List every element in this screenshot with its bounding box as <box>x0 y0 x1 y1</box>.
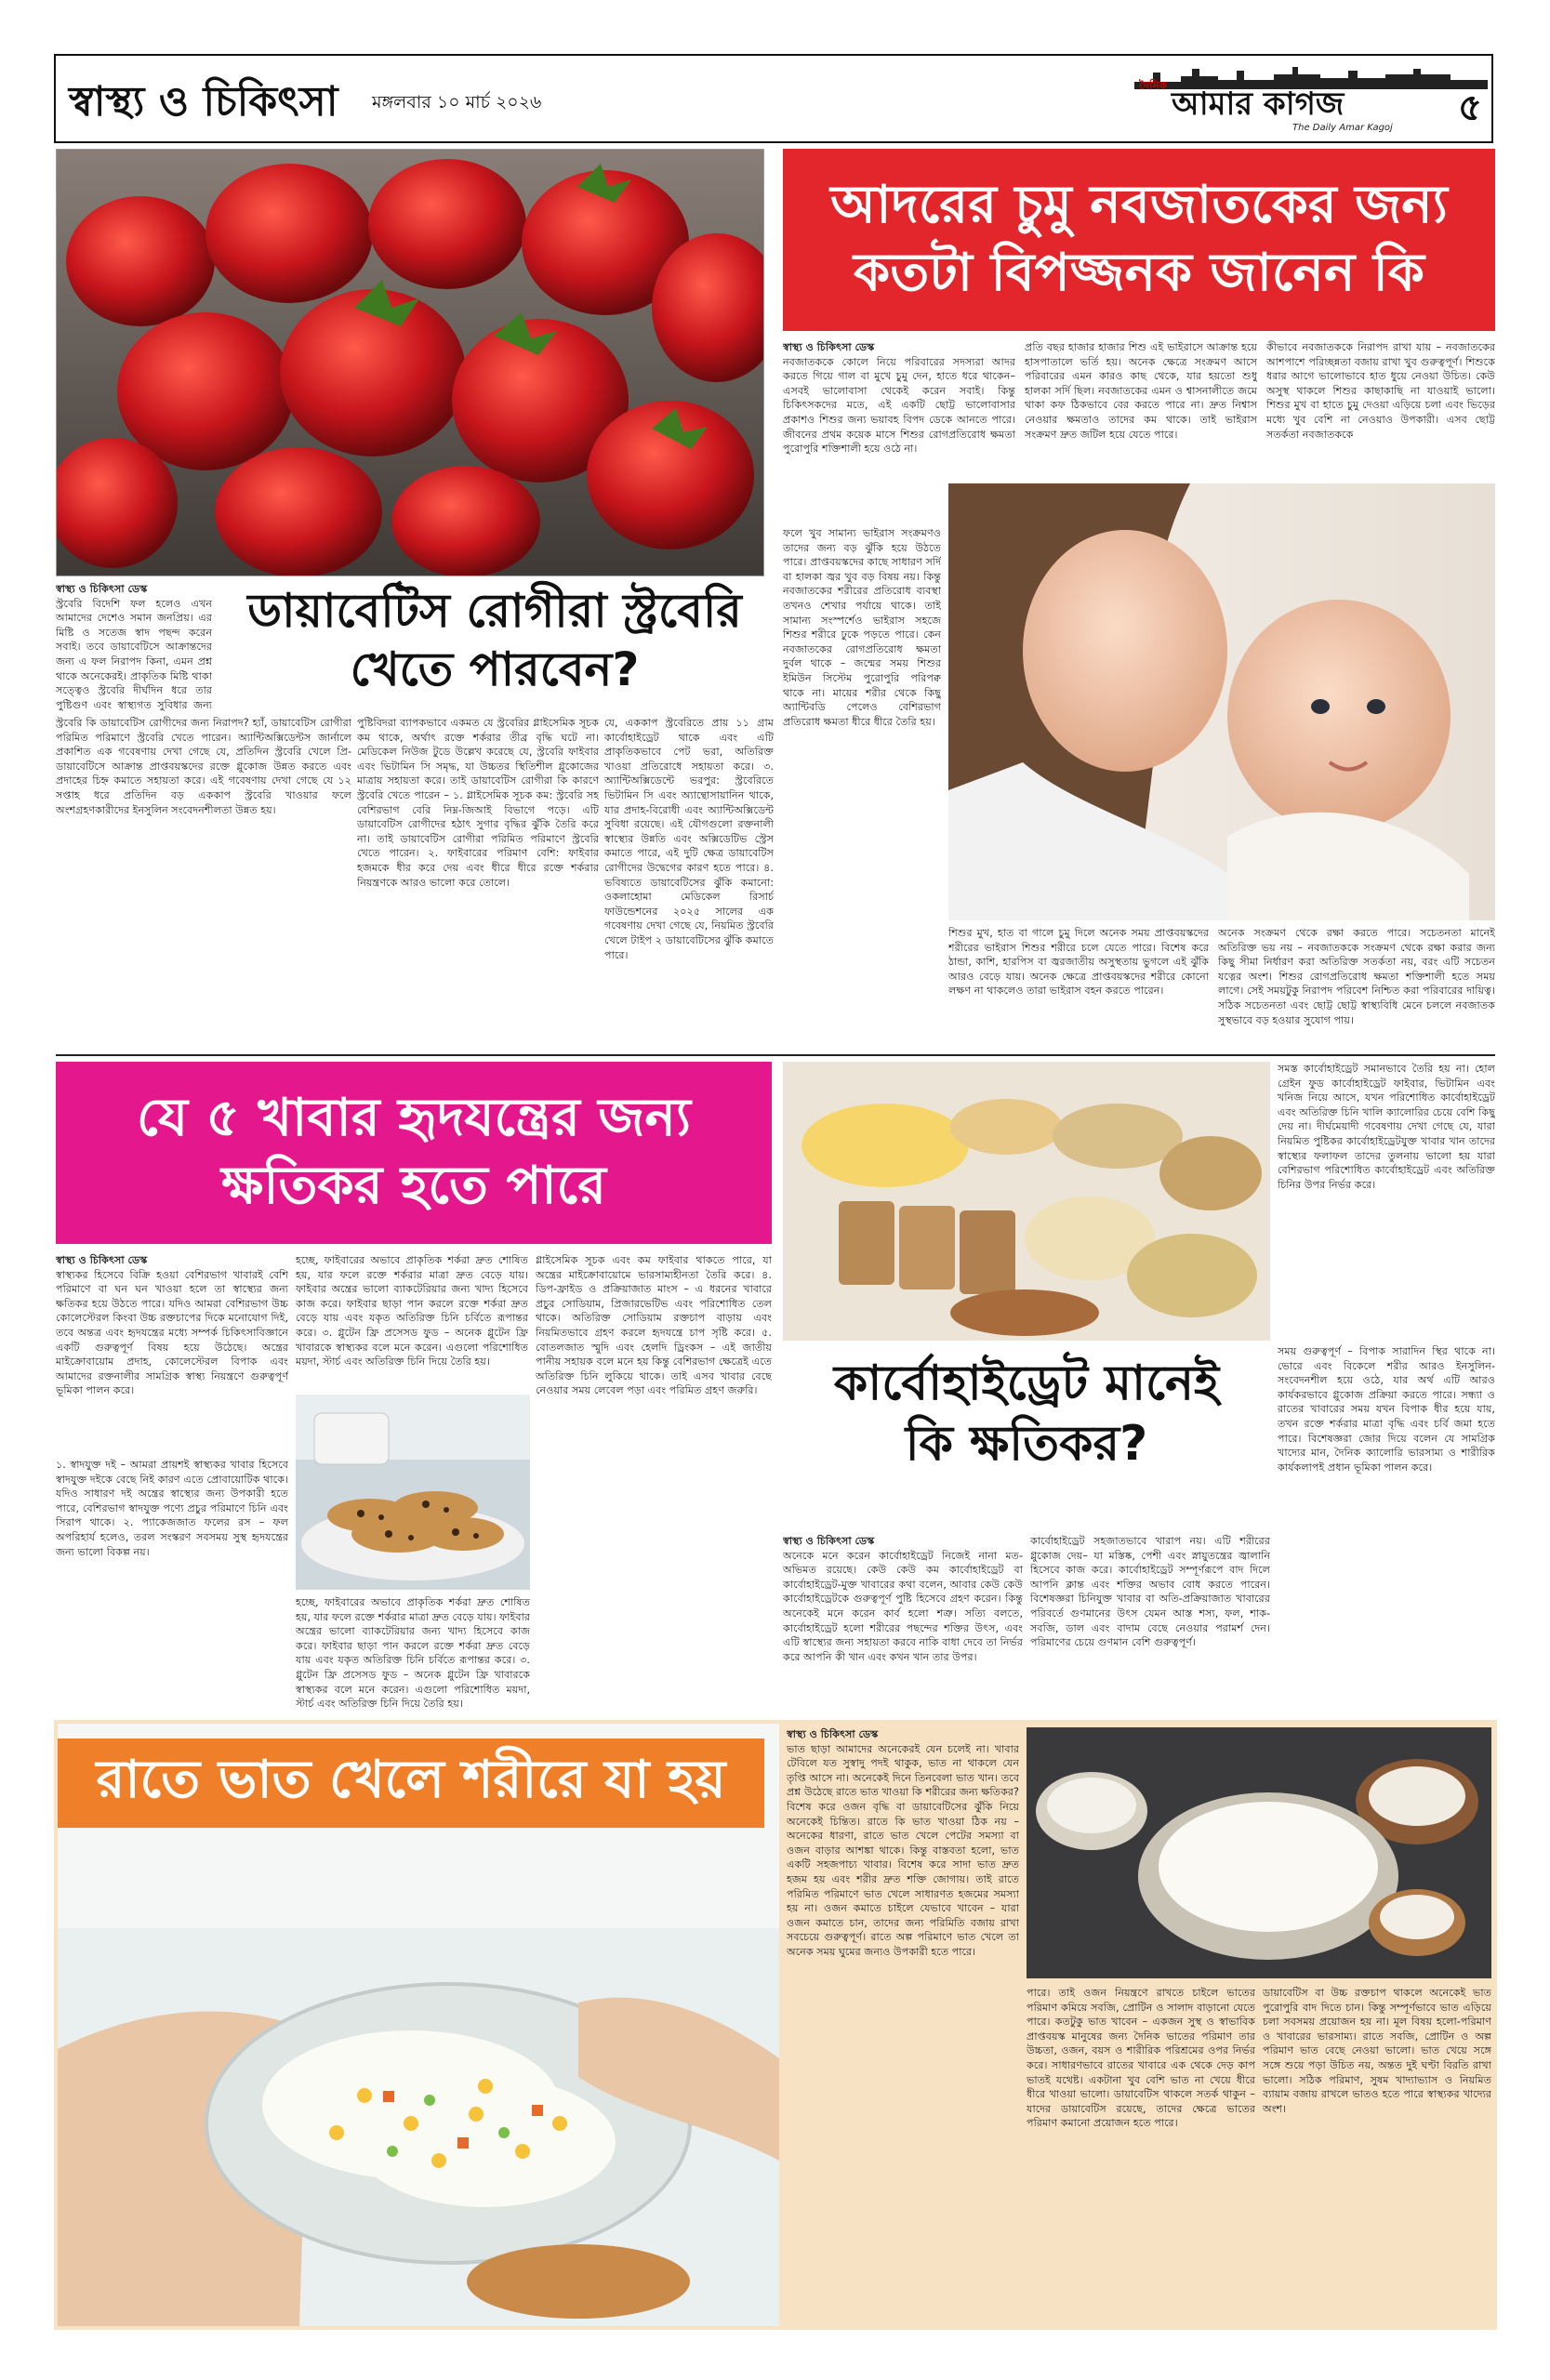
heart-col2-top <box>296 1253 528 1393</box>
rice-col3 <box>1263 1986 1491 2322</box>
carb-text-2: সময় গুরুত্বপূর্ণ – বিপাক সারাদিন স্থির থাকে না। ভোরে এবং বিকেলে শরীর আরও ইনসুলিন-সংবেদনশীল হয়ে ওঠে, যার অর্থ এটি আরও কার্যকরভাবে গ্লুকোজ প্রক্রিয়া করতে পারে। সন্ধ্যা ও রাতের খাবারের সময় যখন বিপাক ধীর হয়ে যায়, তখন রক্তে শর্করার মাত্রা বৃদ্ধি এবং চর্বি জমা হতে পারে। বিশেষজ্ঞরা জোর দিয়ে বলেন যে সামগ্রিক খাদ্যের মান, দৈনিক ক্যালোরি ভারসাম্য ও শারীরিক কার্যকলাপই প্রধান ভূমিকা পালন করে। <box>1278 1345 1495 1474</box>
baby-text-4: ফলে খুব সামান্য ভাইরাস সংক্রমণও তাদের জন্য বড় ঝুঁকি হয়ে উঠতে পারে। প্রাপ্তবয়স্কদের কাছে সাধারণ সর্দি বা হালকা জ্বর খুব বড় বিষয় নয়। কিন্তু নবজাতকের শরীরের প্রতিরোধ ব্যবস্থা তখনও শেখার পর্যায়ে থাকে। তাই সামান্য সংস্পর্শেও ভাইরাস সহজে শিশুর শরীরে ঢুকে পড়তে পারে। কেন নবজাতকের রোগপ্রতিরোধ ক্ষমতা দুর্বল থাকে – জন্মের সময় শিশুর ইমিউন সিস্টেম পুরোপুরি পরিপক্ব থাকে না। মায়ের শরীর থেকে কিছু অ্যান্টিবডি পেলেও বেশিরভাগ প্রতিরোধ ক্ষমতা ধীরে ধীরে তৈরি হয়। <box>783 527 941 728</box>
carb-desk: স্বাস্থ্য ও চিকিৎসা ডেস্ক <box>783 1535 875 1547</box>
strawberry-col1-bottom <box>56 716 351 1049</box>
carb-text-3: অনেকে মনে করেন কার্বোহাইড্রেট নিজেই নানা মত-অভিমত রয়েছে। কেউ কেউ কম কার্বোহাইড্রেট বা কার্বোহাইড্রেট-মুক্ত খাবারের কথা বলেন, আবার কেউ কেউ কার্বোহাইড্রেটকে গুরুত্বপূর্ণ পুষ্টি হিসেবে গ্রহণ করেন। কিন্তু অনেকেই মনে করেন কার্ব হলো শত্রু। সত্যি বলতে, কার্বোহাইড্রেট হলো শরীরের পছন্দের শক্তির উৎস, এবং এটি স্বাস্থ্যের জন্য সহায়তা করবে নাকি বাধা দেবে তা নির্ভর করে আপনি কী খান এবং কখন খান তার উপর। <box>783 1549 1023 1663</box>
strawberry-text-2: স্ট্রবেরি কি ডায়াবেটিস রোগীদের জন্য নিরাপদ? হ্যাঁ, ডায়াবেটিস রোগীরা পরিমিত পরিমাণে স্ট্রবেরি খেতে পারেন। অ্যান্টিঅক্সিডেন্টস জার্নালে প্রকাশিত এক গবেষণায় দেখা গেছে যে, প্রতিদিন স্ট্রবেরি খেলে প্রি-ডায়াবেটিসে আক্রান্ত প্রাপ্তবয়স্কদের রক্তে গ্লুকোজ উন্নত করতে এবং প্রদাহের চিহ্ন কমাতে সহায়তা করে। এই গবেষণায় দেখা গেছে যে ১২ সপ্তাহ ধরে প্রতিদিন বড় এককাপ স্ট্রবেরি খাওয়ার ফলে অংশগ্রহণকারীদের ইনসুলিন সংবেদনশীলতা উন্নত হয়। <box>56 717 351 816</box>
heart-col2-bottom <box>296 1595 530 1714</box>
heart-headline-banner <box>56 1062 772 1244</box>
heart-col1-top <box>56 1253 288 1456</box>
section-divider <box>56 1054 1495 1056</box>
carb-headline <box>783 1348 1270 1525</box>
rice-headline: রাতে ভাত খেলে শরীরে যা হয় <box>96 1750 726 1810</box>
heart-headline-line1: যে ৫ খাবার হৃদযন্ত্রের জন্য <box>136 1088 692 1149</box>
rice-desk: স্বাস্থ্য ও চিকিৎসা ডেস্ক <box>787 1728 879 1740</box>
rice-bowl-photo <box>1027 1727 1491 1978</box>
carb-col-right-top <box>1278 1062 1495 1337</box>
baby-text-2: প্রতি বছর হাজার হাজার শিশু এই ভাইরাসে আক্রান্ত হয়ে হাসপাতালে ভর্তি হয়। অনেক ক্ষেত্রে সংক্রমণ আসে পরিবারের এমন কারও কাছ থেকে, যার হয়তো শুধু হালকা সর্দি ছিল। নবজাতকের এমন ও শ্বাসনালীতে জমে থাকা কফ ঠিকভাবে বের করতে পারে না। দ্রুত নিশ্বাস নেওয়ার ক্ষমতাও তাদের কম থাকে। তাই ভাইরাস সংক্রমণ দ্রুত জটিল হয়ে যেতে পারে। <box>1025 341 1257 441</box>
baby-headline-banner <box>783 149 1495 331</box>
carb-col-right-bottom <box>1278 1344 1495 1714</box>
strawberry-text-3: পুষ্টিবিদরা ব্যাপকভাবে একমত যে স্ট্রবেরির গ্লাইসেমিক সূচক কম থাকে, অর্থাৎ রক্তে শর্করার তীব্র বৃদ্ধি ঘটে না। মেডিকেল নিউজ টুডে উল্লেখ করেছে যে, স্ট্রবেরি ফাইবার এবং ভিটামিন সি সমৃদ্ধ, যা উচ্চতর স্থিতিশীল গ্লুকোজের মাত্রায় সহায়তা করে। তাই ডায়াবেটিস রোগীরা কি কারণে স্ট্রবেরি খেতে পারেন – ১. গ্লাইসেমিক সূচক কম: স্ট্রবেরি সহ বেশিরভাগ বেরি নিম্ন-জিআই বিভাগে পড়ে। এটি ডায়াবেটিস রোগীদের হঠাৎ সুগার বৃদ্ধির ঝুঁকি তৈরি করে না। তাই ডায়াবেটিস রোগীরা পরিমিত পরিমাণে স্ট্রবেরি খেতে পারেন। ২. ফাইবারের পরিমাণ বেশি: ফাইবার হজমকে ধীর করে দেয় এবং ধীরে ধীরে রক্তে শর্করার নিয়ন্ত্রণকে আরও ভালো করে তোলে। <box>357 717 599 889</box>
issue-date: মঙ্গলবার ১০ মার্চ ২০২৬ <box>372 92 542 112</box>
heart-text-3: গ্লাইসেমিক সূচক এবং কম ফাইবার থাকতে পারে, যা অন্ত্রের মাইক্রোবায়োমে ভারসাম্যহীনতা তৈরি করে। ৪. ডিপ-ফ্রাইড ও প্রক্রিয়াজাত মাংস – এ ধরনের খাবারে প্রচুর সোডিয়াম, প্রিজারভেটিভ এবং পরিশোধিত তেল থাকে। অতিরিক্ত সোডিয়াম রক্তচাপ বাড়ায় এবং নিয়মিতভাবে গ্রহণ করলে হৃদযন্ত্রে চাপ সৃষ্টি করে। ৫. বোতলজাত স্মুদি এবং হেলদি ড্রিংকস – এই জাতীয় পানীয় সহায়ক বলে মনে হয় কিন্তু বেশিরভাগ ক্ষেত্রেই এতে অতিরিক্ত চিনি লুকিয়ে থাকে। তাই এসব খাবার বেছে নেওয়ার সময় লেবেল পড়া এবং পরিমিত গ্রহণ জরুরি। <box>536 1254 772 1397</box>
baby-headline-line2: কতটা বিপজ্জনক জানেন কি <box>854 243 1424 303</box>
carb-text-4: কার্বোহাইড্রেট সহজাতভাবে খারাপ নয়। এটি শরীরের গ্লুকোজ দেয়– যা মস্তিষ্ক, পেশী এবং স্নায়ুতন্ত্রের জ্বালানি হিসেবে কাজ করে। কার্বোহাইড্রেট সম্পূর্ণরূপে বাদ দিলে আপনি ক্লান্ত এবং শক্তির অভাব বোধ করতে পারেন। বিশেষজ্ঞরা চিনিযুক্ত খাবার বা অতি-প্রক্রিয়াজাত খাবারের পরিবর্তে গুণমানের উৎস যেমন আস্ত শস্য, ফল, শাক-সবজি, ডাল এবং বাদাম বেছে নেওয়ার পরামর্শ দেন। পরিমাণের চেয়ে গুণমান বেশি গুরুত্বপূর্ণ। <box>1030 1535 1270 1649</box>
carb-headline-line1: কার্বোহাইড্রেট মানেই <box>833 1355 1220 1411</box>
masthead <box>54 54 1493 143</box>
paper-logo-english: The Daily Amar Kagoj <box>1292 123 1393 133</box>
paper-tag: দৈনিক <box>1139 79 1168 92</box>
baby-photo <box>948 483 1495 920</box>
baby-body-col2-mid <box>783 526 941 917</box>
strawberry-col1-top <box>56 582 212 712</box>
heart-text-5: হচ্ছে, ফাইবারের অভাবে প্রাকৃতিক শর্করা দ্রুত শোষিত হয়, যার ফলে রক্তে শর্করার মাত্রা দ্রুত বেড়ে যায়। ফাইবার অন্ত্রের ভালো ব্যাকটেরিয়ার জন্য খাদ্য হিসেবে কাজ করে। ফাইবার ছাড়া পান করলে রক্তে শর্করা দ্রুত বেড়ে যায় এবং যকৃত অতিরিক্ত চিনি চর্বিতে রূপান্তর করে। ৩. গ্লুটেন ফ্রি প্রসেসড ফুড – অনেক গ্লুটেন ফ্রি খাবারকে স্বাস্থ্যকর বলে মনে করেন। এগুলো পরিশোধিত ময়দা, স্টার্চ এবং অতিরিক্ত চিনি দিয়ে তৈরি হয়। <box>296 1596 530 1711</box>
heart-headline-line2: ক্ষতিকর হতে পারে <box>221 1156 606 1216</box>
strawberry-text-4: যে, এককাপ স্ট্রবেরিতে প্রায় ১১ গ্রাম কার্বোহাইড্রেট থাকে এবং এটি প্রাকৃতিকভাবে পেট ভরা, অতিরিক্ত খাওয়া প্রতিরোধে সহায়তা করে। ৩. অ্যান্টিঅক্সিডেন্টে ভরপুর: স্ট্রবেরিতে ভিটামিন সি এবং অ্যান্থোসায়ানিন থাকে, যার প্রদাহ-বিরোধী এবং অ্যান্টিঅক্সিডেন্ট সুবিধা রয়েছে। এই যৌগগুলো রক্তনালী স্বাস্থ্যের উন্নতি এবং অক্সিডেটিভ স্ট্রেস কমাতে পারে, এই দুটি ক্ষেত্র ডায়াবেটিস রোগীদের উদ্বেগের কারণ হতে পারে। ৪. ভবিষ্যতে ডায়াবেটিসের ঝুঁকি কমানো: ওকলাহোমা মেডিকেল রিসার্চ ফাউন্ডেশনের ২০২৫ সালের এক গবেষণায় দেখা গেছে যে, নিয়মিত স্ট্রবেরি খেলে টাইপ ২ ডায়াবেটিসের ঝুঁকি কমাতে পারে। <box>604 717 774 961</box>
baby-body-col3-bottom <box>1218 926 1495 1041</box>
grains-photo <box>783 1062 1270 1341</box>
rice-text-3: ডায়াবেটিস বা উচ্চ রক্তচাপ থাকলে অনেকেই ভাত পুরোপুরি বাদ দিতে চান। কিন্তু সম্পূর্ণভাবে ভাত এড়িয়ে চলা সবসময় প্রয়োজন হয় না। মূল বিষয় হলো-পরিমাণ ও খাবারের ভারসাম্য। রাতে সবজি, প্রোটিন ও অল্প পরিমাণ ভাত বেছে নেওয়া ভালো। ভাত খেয়ে সঙ্গে সঙ্গে শুয়ে পড়া উচিত নয়, অন্তত দুই ঘণ্টা বিরতি রাখা ভালো। সঠিক পরিমাণ, সুষম খাদ্যাভ্যাস ও নিয়মিত ব্যায়াম বজায় রাখলে ভাতও হতে পারে স্বাস্থ্যকর খাদ্যের অংশ। <box>1263 1987 1491 2115</box>
heart-col3 <box>536 1253 772 1714</box>
carb-headline-line2: কি ক্ষতিকর? <box>905 1416 1148 1472</box>
heart-text-4: ১. স্বাদযুক্ত দই – আমরা প্রায়শই স্বাস্থ্যকর খাবার হিসেবে স্বাদযুক্ত দইকে বেছে নিই কারণ এতে প্রোবায়োটিক থাকে। যদিও সাধারণ দই অন্ত্রের স্বাস্থ্যের জন্য উপকারী হতে পারে, বেশিরভাগ স্বাদযুক্ত পণ্যে প্রচুর পরিমাণে চিনি এবং সিরাপ থাকে। ২. প্যাকেজজাত ফলের রস – ফল অপরিহার্য হলেও, তরল সংস্করণ সবসময় সুস্থ হৃদযন্ত্রের জন্য ভালো বিকল্প নয়। <box>56 1459 288 1558</box>
cookies-photo <box>296 1395 530 1590</box>
baby-body-col3-top <box>1266 340 1495 480</box>
rice-text-2: পারে। তাই ওজন নিয়ন্ত্রণে রাখতে চাইলে ভাতের পরিমাণ কমিয়ে সবজি, প্রোটিন ও সালাদ বাড়ানো যেতে পারে। কতটুকু ভাত খাবেন – একজন সুস্থ ও স্বাভাবিক প্রাপ্তবয়স্ক মানুষের জন্য দৈনিক ভাতের পরিমাণ তার উচ্চতা, ওজন, বয়স ও শারীরিক পরিশ্রমের ওপর নির্ভর করে। সাধারণভাবে রাতের খাবারে এক থেকে দেড় কাপ ভাতই যথেষ্ট। একটানা খুব বেশি ভাত না খেয়ে ধীরে ধীরে খাওয়া ভালো। ডায়াবেটিস থাকলে সতর্ক থাকুন – যাদের ডায়াবেটিস রয়েছে, তাদের ক্ষেত্রে ভাতের পরিমাণ কমানো প্রয়োজন হতে পারে। <box>1027 1987 1255 2130</box>
rice-text-1: ভাত ছাড়া আমাদের অনেকেরই যেন চলেই না। খাবার টেবিলে যত সুস্বাদু পদই থাকুক, ভাত না থাকলে যেন তৃপ্তি আসে না। অনেকেই দিনে তিনবেলা ভাত খান। তবে প্রশ্ন উঠেছে রাতে ভাত খাওয়া কি শরীরের জন্য ক্ষতিকর? বিশেষ করে ওজন বৃদ্ধি বা ডায়াবেটিসের ঝুঁকি নিয়ে অনেকেই চিন্তিত। রাতে কি ভাত খাওয়া ঠিক নয় – অনেকের ধারণা, রাতে ভাত খেলে পেটের সমস্যা বা ওজন বাড়ার আশঙ্কা থাকে। কিন্তু বাস্তবতা হলো, ভাত একটি সহজপাচ্য খাবার। বিশেষ করে সাদা ভাত দ্রুত হজম হয় এবং শরীর দ্রুত শক্তি জোগায়। তাই রাতে পরিমিত পরিমাণে ভাত খেলে সাধারণত হজমের সমস্যা হয় না। ওজন কমাতে চাইলে যেভাবে খাবেন – যারা ওজন কমাতে চান, তাদের জন্য পরিমিতি বজায় রাখা সবচেয়ে গুরুত্বপূর্ণ। রাতে অল্প পরিমাণে ভাত খেলে তা অনেক সময় ঘুমের জন্যও উপকারী হতে পারে। <box>787 1742 1019 1958</box>
strawberry-headline-line1: ডায়াবেটিস রোগীরা স্ট্রবেরি <box>247 584 742 638</box>
strawberry-headline <box>216 582 774 712</box>
baby-headline-line1: আদরের চুমু নবজাতকের জন্য <box>830 175 1448 236</box>
heart-desk: স্বাস্থ্য ও চিকিৎসা ডেস্ক <box>56 1254 148 1266</box>
strawberry-desk: স্বাস্থ্য ও চিকিৎসা ডেস্ক <box>56 583 148 595</box>
strawberry-col3 <box>604 716 774 1049</box>
heart-text-1: স্বাস্থ্যকর হিসেবে বিক্রি হওয়া বেশিরভাগ খাবারই বেশি পরিমাণে বা ঘন ঘন খাওয়া হলে তা স্বাস্থ্যের জন্য ক্ষতিকর হয়ে উঠতে পারে। যদিও আমরা বেশিরভাগ উচ্চ কোলেস্টেরল কিংবা উচ্চ রক্তচাপের দিকে মনোযোগ দিই, তবে অন্তত্র এবং হৃদযন্ত্রের মধ্যে সম্পর্ক চিকিৎসাবিজ্ঞানে একটি গুরুত্বপূর্ণ বিষয় হয়ে উঠেছে। অন্ত্রের মাইক্রোবায়োম প্রদাহ, কোলেস্টেরল বিপাক এবং আমাদের রক্তনালীর সামগ্রিক স্বাস্থ্য নিয়ন্ত্রণে গুরুত্বপূর্ণ ভূমিকা পালন করে। <box>56 1268 288 1397</box>
strawberry-headline-line2: খেতে পারবেন? <box>350 641 640 696</box>
page-number: ৫ <box>1458 86 1482 129</box>
baby-desk: স্বাস্থ্য ও চিকিৎসা ডেস্ক <box>783 341 875 353</box>
rice-col1 <box>787 1727 1019 2322</box>
baby-text-1: নবজাতককে কোলে নিয়ে পরিবারের সদস্যরা আদর করতে গিয়ে গাল বা মুখে চুমু দেন, হাতে ধরে থাকেন– এসবই ভালোবাসা থেকেই করেন সবাই। কিন্তু চিকিৎসকদের মতে, এই একটি ছোট্ট ভালোবাসার প্রকাশও শিশুর জন্য ভয়াবহ বিপদ ডেকে আনতে পারে। জীবনের প্রথম কয়েক মাসে শিশুর রোগপ্রতিরোধ ক্ষমতা পুরোপুরি শক্তিশালী হয়ে ওঠে না। <box>783 355 1015 456</box>
heart-col1-bottom <box>56 1458 288 1714</box>
strawberry-photo <box>56 149 764 576</box>
rice-col2 <box>1027 1986 1255 2322</box>
baby-body-col1-bottom <box>948 926 1209 1041</box>
carb-col2 <box>1030 1534 1270 1714</box>
baby-text-6: অনেক সংক্রমণ থেকে রক্ষা করতে পারে। সচেতনতা মানেই অতিরিক্ত ভয় নয় – নবজাতককে সংক্রমণ থেকে রক্ষা করার জন্য কিছু সীমা নির্ধারণ করা অতিরিক্ত সতর্কতা নয়, বরং এটি সচেতন যত্নের অংশ। শিশুর রোগপ্রতিরোধ ক্ষমতা শক্তিশালী হতে সময় লাগে। সেই সময়টুকু নিরাপদ পরিবেশ নিশ্চিত করা পরিবারের দায়িত্ব। সঠিক সচেতনতা এবং ছোট্ট ছোট্ট স্বাস্থ্যবিধি মেনে চললে নবজাতক সুস্থভাবে বড় হওয়ার সুযোগ পায়। <box>1218 927 1495 1026</box>
section-title: স্বাস্থ্য ও চিকিৎসা <box>69 78 338 126</box>
paper-logo: আমার কাগজ <box>1172 86 1345 123</box>
heart-text-2: হচ্ছে, ফাইবারের অভাবে প্রাকৃতিক শর্করা দ্রুত শোষিত হয়, যার ফলে রক্তে শর্করার মাত্রা দ্রুত বেড়ে যায়। ফাইবার অন্ত্রের ভালো ব্যাকটেরিয়ার জন্য খাদ্য হিসেবে কাজ করে। ফাইবার ছাড়া পান করলে রক্তে শর্করা দ্রুত বেড়ে যায় এবং যকৃত অতিরিক্ত চিনি চর্বিতে রূপান্তর করে। ৩. গ্লুটেন ফ্রি প্রসেসড ফুড – অনেক গ্লুটেন ফ্রি খাবারকে স্বাস্থ্যকর বলে মনে করেন। এগুলো পরিশোধিত ময়দা, স্টার্চ এবং অতিরিক্ত চিনি দিয়ে তৈরি হয়। <box>296 1254 528 1368</box>
rice-headline-bar <box>58 1739 764 1828</box>
carb-text-1: সমস্ত কার্বোহাইড্রেট সমানভাবে তৈরি হয় না। হোল গ্রেইন ফুড কার্বোহাইড্রেট ফাইবার, ভিটামিন এবং খনিজ নিয়ে আসে, যখন পরিশোধিত কার্বোহাইড্রেট এবং অতিরিক্ত চিনি খালি ক্যালোরির চেয়ে বেশি কিছু দেয় না। দীর্ঘমেয়াদী গবেষণায় দেখা গেছে যে, যারা নিয়মিত পুষ্টিকর কার্বোহাইড্রেটযুক্ত খাবার খান তাদের স্বাস্থ্যের ফলাফল তাদের তুলনায় ভালো হয় যারা বেশিরভাগ পরিশোধিত কার্বোহাইড্রেট এবং অতিরিক্ত চিনির উপর নির্ভর করে। <box>1278 1063 1495 1191</box>
baby-text-3: কীভাবে নবজাতককে নিরাপদ রাখা যায় – নবজাতকের আশপাশে পরিচ্ছন্নতা বজায় রাখা খুব গুরুত্বপূর্ণ। শিশুকে ধরার আগে ভালোভাবে হাত ধুয়ে নেওয়া উচিত। কেউ অসুস্থ থাকলে শিশুর কাছাকাছি না যাওয়াই ভালো। শিশুর মুখ বা হাতে চুমু দেওয়া এড়িয়ে চলা এবং ভিড়ের মধ্যে খুব বেশি না নেওয়াও উপকারী। এসব ছোট্ট সতর্কতা নবজাতককে <box>1266 341 1495 441</box>
strawberry-col2 <box>357 716 599 1049</box>
carb-col1 <box>783 1534 1023 1714</box>
strawberry-text-1: স্ট্রবেরি বিদেশি ফল হলেও এখন আমাদের দেশেও সমান জনপ্রিয়। এর মিষ্টি ও সতেজ স্বাদ পছন্দ করেন সবাই। তবে ডায়াবেটিসে আক্রান্তদের জন্য এ ফল নিরাপদ কিনা, এমন প্রশ্ন থাকে অনেকেরই। প্রাকৃতিক মিষ্টি থাকা সত্ত্বেও স্ট্রবেরি দীর্ঘদিন ধরে তার পুষ্টিগুণ এবং স্বাস্থ্যগত সুবিধার জন্য <box>56 597 212 711</box>
baby-text-5: শিশুর মুখ, হাত বা গালে চুমু দিলে অনেক সময় প্রাপ্তবয়স্কদের শরীরের ভাইরাস শিশুর শরীরে চলে যেতে পারে। বিশেষ করে ঠান্ডা, কাশি, হারপিস বা জ্বরজাতীয় অসুস্থতায় ভুগলে এই ঝুঁকি আরও বেড়ে যায়। অনেক ক্ষেত্রে প্রাপ্তবয়স্কদের শরীরে কোনো লক্ষণ না থাকলেও তারা ভাইরাস বহন করতে পারেন। <box>948 927 1209 998</box>
